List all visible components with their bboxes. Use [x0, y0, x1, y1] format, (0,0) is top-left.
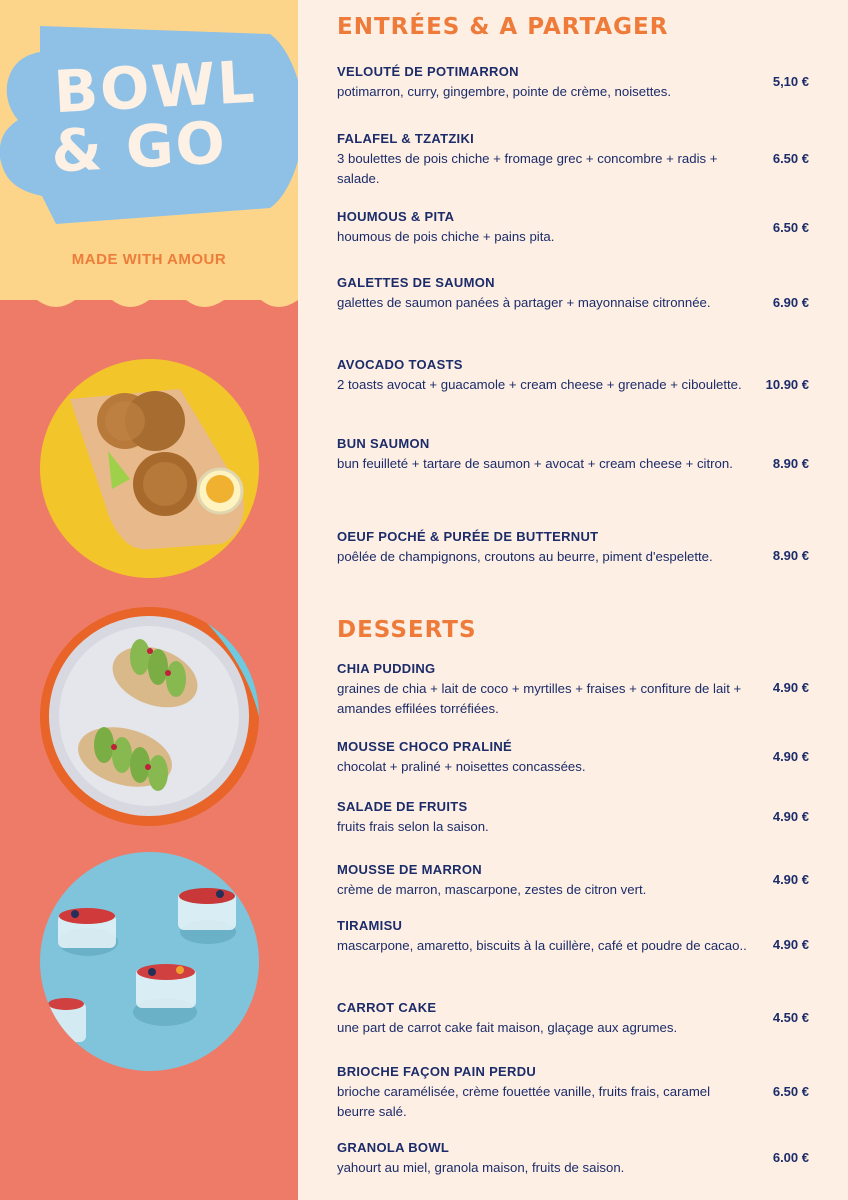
tagline: MADE WITH AMOUR	[71, 251, 227, 268]
item-description: brioche caramélisée, crème fouettée vanille, fruits frais, caramel beurre salé.	[337, 1084, 711, 1119]
menu-item	[337, 738, 747, 777]
item-name: OEUF POCHÉ & PURÉE DE BUTTERNUT	[337, 529, 599, 544]
menu-item	[337, 208, 747, 247]
fruit-cups-photo	[40, 852, 259, 1071]
item-name: SALADE DE FRUITS	[337, 799, 468, 814]
item-description: une part de carrot cake fait maison, glaçage aux agrumes.	[337, 1020, 678, 1035]
menu-item	[337, 356, 747, 395]
item-name: MOUSSE CHOCO PRALINÉ	[337, 739, 513, 754]
menu-item	[337, 660, 747, 718]
menu-item	[337, 63, 747, 102]
logo-line-1: BOWL	[52, 47, 258, 127]
menu-item	[337, 528, 747, 567]
item-price: 4.90 €	[772, 680, 809, 695]
salmon-patties-photo	[40, 359, 259, 578]
section-title-desserts: DESSERTS	[337, 617, 477, 643]
wave-divider	[0, 282, 298, 318]
item-description: crème de marron, mascarpone, zestes de citron vert.	[337, 882, 647, 897]
left-panel	[0, 0, 298, 1200]
item-name: CHIA PUDDING	[337, 661, 436, 676]
menu-item	[337, 130, 747, 188]
item-description: potimarron, curry, gingembre, pointe de crème, noisettes.	[337, 84, 671, 99]
menu-item	[337, 435, 747, 474]
item-name: BUN SAUMON	[337, 436, 430, 451]
item-price: 8.90 €	[772, 456, 809, 471]
item-price: 4.90 €	[772, 809, 809, 824]
item-name: AVOCADO TOASTS	[337, 357, 463, 372]
item-price: 6.00 €	[772, 1150, 809, 1165]
item-price: 5,10 €	[772, 74, 809, 89]
item-price: 4.90 €	[772, 872, 809, 887]
item-price: 6.90 €	[772, 295, 809, 310]
item-name: BRIOCHE FAÇON PAIN PERDU	[337, 1064, 537, 1079]
item-description: 2 toasts avocat + guacamole + cream cheese + grenade + ciboulette.	[337, 377, 742, 392]
menu-item	[337, 274, 747, 313]
menu-item	[337, 1139, 747, 1178]
item-price: 4.50 €	[772, 1010, 809, 1025]
item-description: yahourt au miel, granola maison, fruits de saison.	[337, 1160, 625, 1175]
menu-item	[337, 861, 747, 900]
item-description: mascarpone, amaretto, biscuits à la cuillère, café et poudre de cacao..	[337, 938, 747, 953]
item-description: graines de chia + lait de coco + myrtilles + fraises + confiture de lait + amandes effilées torréfiées.	[337, 681, 742, 716]
item-price: 4.90 €	[772, 937, 809, 952]
item-price: 6.50 €	[772, 220, 809, 235]
item-price: 10.90 €	[765, 377, 809, 392]
menu-item	[337, 798, 747, 837]
item-description: poêlée de champignons, croutons au beurre, piment d'espelette.	[337, 549, 713, 564]
item-description: houmous de pois chiche + pains pita.	[337, 229, 555, 244]
item-description: chocolat + praliné + noisettes concassées.	[337, 759, 586, 774]
item-description: bun feuilleté + tartare de saumon + avocat + cream cheese + citron.	[337, 456, 733, 471]
item-price: 8.90 €	[772, 548, 809, 563]
section-title-entrees: ENTRÉES & A PARTAGER	[337, 14, 669, 40]
item-name: CARROT CAKE	[337, 1000, 437, 1015]
item-name: HOUMOUS & PITA	[337, 209, 455, 224]
item-description: fruits frais selon la saison.	[337, 819, 489, 834]
avocado-toasts-photo	[40, 607, 259, 826]
item-name: FALAFEL & TZATZIKI	[337, 131, 475, 146]
item-price: 6.50 €	[772, 151, 809, 166]
item-description: galettes de saumon panées à partager + mayonnaise citronnée.	[337, 295, 711, 310]
logo-line-2: & GO	[49, 108, 229, 186]
item-name: VELOUTÉ DE POTIMARRON	[337, 64, 519, 79]
item-name: MOUSSE DE MARRON	[337, 862, 482, 877]
menu-item	[337, 1063, 747, 1121]
item-name: TIRAMISU	[337, 918, 403, 933]
menu-item	[337, 917, 747, 956]
item-name: GALETTES DE SAUMON	[337, 275, 495, 290]
item-description: 3 boulettes de pois chiche + fromage grec + concombre + radis + salade.	[337, 151, 718, 186]
item-name: GRANOLA BOWL	[337, 1140, 450, 1155]
menu-item	[337, 999, 747, 1038]
item-price: 6.50 €	[772, 1084, 809, 1099]
item-price: 4.90 €	[772, 749, 809, 764]
